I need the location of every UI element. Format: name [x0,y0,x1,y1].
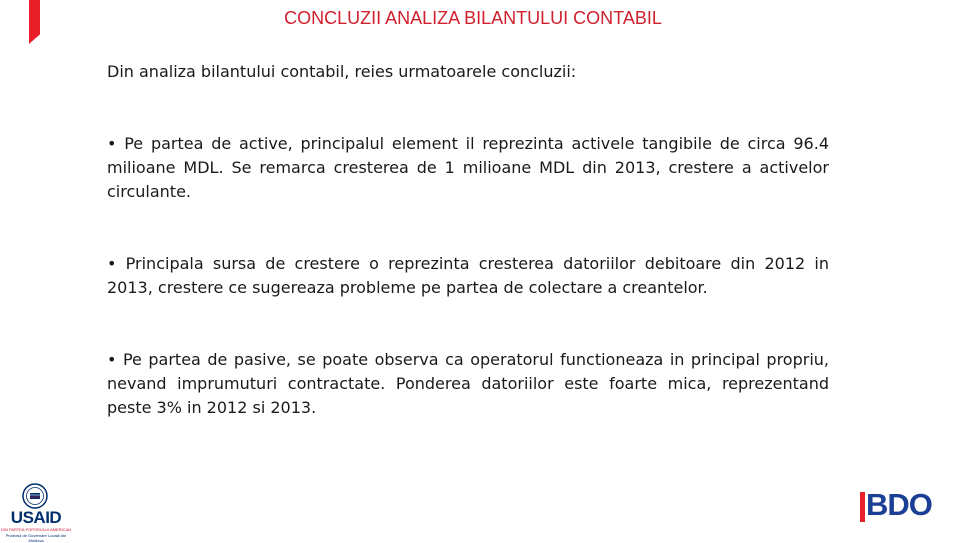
slide-title: CONCLUZII ANALIZA BILANTULUI CONTABIL [284,8,662,28]
usaid-tagline: DIN PARTEA POPORULUI AMERICAN [0,527,72,532]
bullet-active: • Pe partea de active, principalul element il reprezinta activele tangibile de circa 96.4 milioane MDL. Se remarca cresterea de 1 milioane MDL din 2013, crestere a activelor circulante. [107,134,829,201]
bdo-logo [858,487,942,523]
usaid-logo [0,478,80,543]
intro-text: Din analiza bilantului contabil, reies urmatoarele concluzii: [107,62,577,81]
usaid-subtext: Proiectul de Guvernare Locală din Moldova [5,533,67,543]
bullet-pasive: • Pe partea de pasive, se poate observa ca operatorul functioneaza in principal propriu, nevand imprumuturi contractate. Ponderea datoriilor este foarte mica, reprezentand peste 3% in 2012 si 2013. [107,350,829,417]
usaid-seal-icon [22,483,48,509]
bdo-wordmark: BDO [866,487,932,522]
slide-content [107,60,829,420]
usaid-wordmark: USAID [10,508,62,527]
bullet-creante: • Principala sursa de crestere o reprezinta cresterea datoriilor debitoare din 2012 in 2013, crestere ce sugereaza probleme pe partea de colectare a creantelor. [107,254,829,297]
bdo-red-stroke [860,492,865,522]
